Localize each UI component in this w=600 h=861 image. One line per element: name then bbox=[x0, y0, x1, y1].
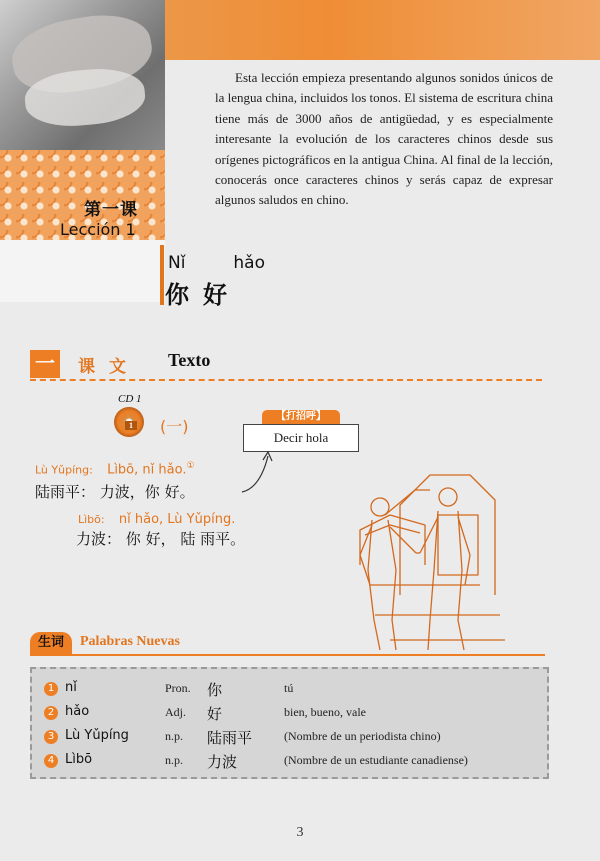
vocab-pinyin: Lù Yǔpíng bbox=[65, 728, 129, 743]
arrow-icon bbox=[236, 448, 276, 496]
title-divider bbox=[160, 245, 164, 305]
page-number: 3 bbox=[296, 825, 304, 840]
topic-tag: 【打招呼】 bbox=[262, 410, 340, 424]
lesson-title-zh: 第一课 bbox=[84, 200, 138, 220]
vocab-row bbox=[32, 727, 547, 751]
vocab-row bbox=[32, 679, 547, 703]
vocab-part-of-speech: n.p. bbox=[165, 753, 183, 767]
vocab-row bbox=[32, 751, 547, 775]
vocab-pinyin: nǐ bbox=[65, 680, 77, 695]
vocab-badge: 生词 bbox=[30, 632, 72, 654]
footnote-marker: ① bbox=[186, 461, 195, 471]
vocab-row bbox=[32, 703, 547, 727]
vocab-title: Palabras Nuevas bbox=[80, 634, 180, 649]
vocab-part-of-speech: Adj. bbox=[165, 705, 186, 719]
vocab-characters: 力波 bbox=[207, 753, 238, 771]
dialogue-pinyin-text: Lìbō, nǐ hǎo. bbox=[107, 462, 187, 478]
speaker-chinese: 力波： bbox=[76, 530, 122, 548]
vocab-table bbox=[30, 667, 549, 779]
dialogue-line-1-chinese bbox=[35, 481, 195, 502]
topic-tag-translation: Decir hola bbox=[243, 424, 359, 452]
vocab-definition: (Nombre de un periodista chino) bbox=[284, 729, 441, 743]
dialogue-pinyin-text: nǐ hǎo, Lù Yǔpíng. bbox=[118, 512, 236, 527]
cd-icon bbox=[112, 393, 152, 443]
vocab-number: 2 bbox=[44, 706, 58, 720]
vocab-number: 3 bbox=[44, 730, 58, 744]
vocab-pinyin: Lìbō bbox=[65, 752, 93, 767]
vocab-definition: (Nombre de un estudiante canadiense) bbox=[284, 753, 468, 767]
speaker-chinese: 陆雨平： bbox=[35, 483, 96, 501]
lesson-heading-pinyin bbox=[168, 253, 293, 273]
vocab-characters: 陆雨平 bbox=[207, 729, 253, 747]
dialogue-line-2-pinyin bbox=[78, 512, 235, 527]
vocab-definition: bien, bueno, vale bbox=[284, 705, 366, 719]
dialogue-chinese-text: 力波，你 好。 bbox=[99, 483, 195, 501]
vocab-characters: 好 bbox=[207, 705, 223, 723]
lesson-title-es: Lección 1 bbox=[60, 220, 136, 239]
vocab-heading bbox=[30, 632, 545, 656]
intro-paragraph: Esta lección empieza presentando algunos sonidos únicos de la lengua china, incluidos los tonos. El sistema de escritura china tiene más de 3000 años de antigüedad, y es especialmente interesante la evolución de los caracteres chinos desde sus orígenes pictográficos en la antigua China. Al final de la lección, conocerás once caracteres chinos y serás capaz de expresar algunos saludos en chino. bbox=[215, 70, 553, 208]
dialogue-line-2-chinese bbox=[76, 528, 245, 549]
header-photo bbox=[0, 0, 165, 150]
section-title-zh: 课文 bbox=[78, 357, 140, 377]
section-divider bbox=[30, 379, 542, 381]
cd-track: 1 bbox=[125, 421, 137, 430]
part-label: (一) bbox=[160, 417, 189, 436]
lesson-title bbox=[60, 195, 170, 239]
speaker-pinyin: Lù Yǔpíng: bbox=[35, 463, 93, 477]
vocab-number: 4 bbox=[44, 754, 58, 768]
pinyin-hao: hǎo bbox=[233, 253, 265, 273]
vocab-part-of-speech: n.p. bbox=[165, 729, 183, 743]
cd-label: CD 1 bbox=[118, 393, 142, 405]
section-text-heading bbox=[30, 350, 540, 380]
lesson-heading-characters: 你好 bbox=[165, 281, 241, 309]
vocab-heading-line bbox=[30, 654, 545, 656]
section-title-es: Texto bbox=[168, 350, 211, 370]
vocab-characters: 你 bbox=[207, 681, 223, 699]
section-number: 一 bbox=[30, 350, 60, 378]
vocab-number: 1 bbox=[44, 682, 58, 696]
speaker-pinyin: Lìbō: bbox=[78, 513, 105, 526]
dialogue-chinese-text: 你 好， 陆 雨平。 bbox=[125, 530, 246, 548]
dialogue-line-1-pinyin bbox=[35, 461, 195, 477]
vocab-part-of-speech: Pron. bbox=[165, 681, 191, 695]
left-strip bbox=[0, 240, 165, 302]
vocab-pinyin: hǎo bbox=[65, 704, 90, 719]
vocab-definition: tú bbox=[284, 681, 294, 695]
pinyin-ni: Nǐ bbox=[168, 253, 186, 273]
handshake-illustration bbox=[330, 445, 510, 660]
